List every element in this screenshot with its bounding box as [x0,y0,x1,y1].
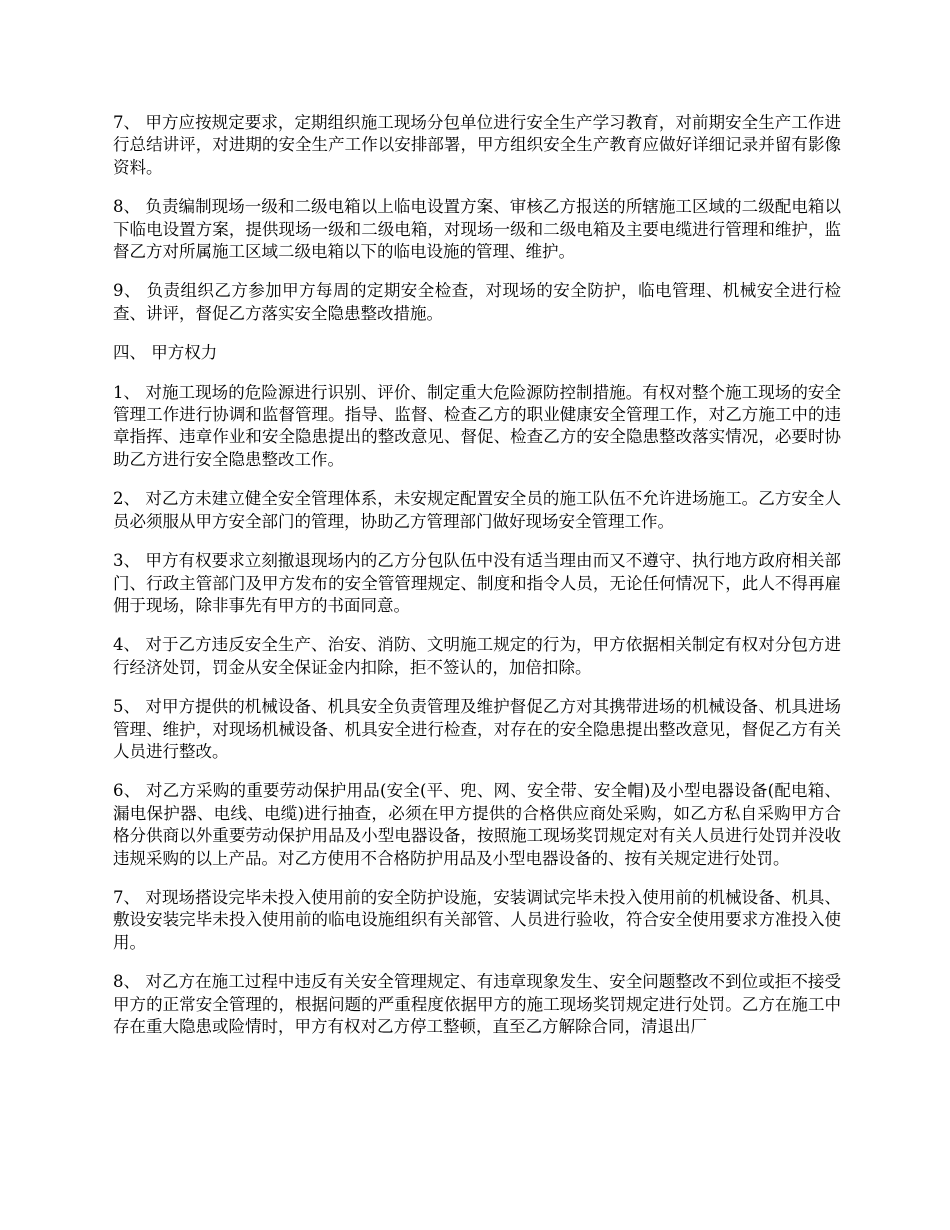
paragraph-rights-2-safety-system: 2、 对乙方未建立健全安全管理体系，未安规定配置安全员的施工队伍不允许进场施工。乙方安全人员必须服从甲方安全部门的管理，协助乙方管理部门做好现场安全管理工作。 [113,489,841,531]
paragraph-clause-7-education: 7、 甲方应按规定要求，定期组织施工现场分包单位进行安全生产学习教育，对前期安全生产工作进行总结讲评，对进期的安全生产工作以安排部署，甲方组织安全生产教育应做好详细记录并留有影像资料。 [113,113,841,177]
paragraph-rights-7-acceptance: 7、 对现场搭设完毕未投入使用前的安全防护设施，安装调试完毕未投入使用前的机械设备、机具、敷设安装完毕未投入使用前的临电设施组织有关部管、人员进行验收，符合安全使用要求方准投入使用。 [113,887,841,952]
section-heading-party-a-rights: 四、 甲方权力 [113,343,218,363]
document-page [113,112,841,1055]
paragraph-rights-4-penalties: 4、 对于乙方违反安全生产、治安、消防、文明施工规定的行为，甲方依据相关制定有权对分包方进行经济处罚，罚金从安全保证金内扣除，拒不签认的，加倍扣除。 [113,635,841,677]
paragraph-rights-3-personnel: 3、 甲方有权要求立刻撤退现场内的乙方分包队伍中没有适当理由而又不遵守、执行地方政府相关部门、行政主管部门及甲方发布的安全管管理规定、制度和指令人员，无论任何情况下，此人不得再雇佣于现场，除非事先有甲方的书面同意。 [113,551,841,615]
paragraph-rights-6-protective-gear: 6、 对乙方采购的重要劳动保护用品(安全(平、兜、网、安全带、安全帽)及小型电器设备(配电箱、漏电保护器、电线、电缆)进行抽查，必须在甲方提供的合格供应商处采购，如乙方私自采购甲方合格分供商以外重要劳动保护用品及小型电器设备，按照施工现场奖罚规定对有关人员进行处罚并没收违规采购的以上产品。对乙方使用不合格防护用品及小型电器设备的、按有关规定进行处罚。 [113,781,841,868]
paragraph-clause-9-inspection: 9、 负责组织乙方参加甲方每周的定期安全检查，对现场的安全防护，临电管理、机械安全进行检查、讲评，督促乙方落实安全隐患整改措施。 [113,281,841,323]
paragraph-rights-5-equipment: 5、 对甲方提供的机械设备、机具安全负责管理及维护督促乙方对其携带进场的机械设备、机具进场管理、维护，对现场机械设备、机具安全进行检查，对存在的安全隐患提出整改意见，督促乙方有关人员进行整改。 [113,697,841,761]
paragraph-rights-8-violations: 8、 对乙方在施工过程中违反有关安全管理规定、有违章现象发生、安全问题整改不到位或拒不接受甲方的正常安全管理的，根据问题的严重程度依据甲方的施工现场奖罚规定进行处罚。乙方在施工中存在重大隐患或险情时，甲方有权对乙方停工整顿，直至乙方解除合同，清退出厂 [113,972,841,1036]
paragraph-clause-8-electrical: 8、 负责编制现场一级和二级电箱以上临电设置方案、审核乙方报送的所辖施工区域的二级配电箱以下临电设置方案，提供现场一级和二级电箱，对现场一级和二级电箱及主要电缆进行管理和维护，监督乙方对所属施工区域二级电箱以下的临电设施的管理、维护。 [113,197,841,262]
paragraph-rights-1-hazards: 1、 对施工现场的危险源进行识别、评价、制定重大危险源防控制措施。有权对整个施工现场的安全管理工作进行协调和监督管理。指导、监督、检查乙方的职业健康安全管理工作，对乙方施工中的违章指挥、违章作业和安全隐患提出的整改意见、督促、检查乙方的安全隐患整改落实情况，必要时协助乙方进行安全隐患整改工作。 [113,382,841,469]
